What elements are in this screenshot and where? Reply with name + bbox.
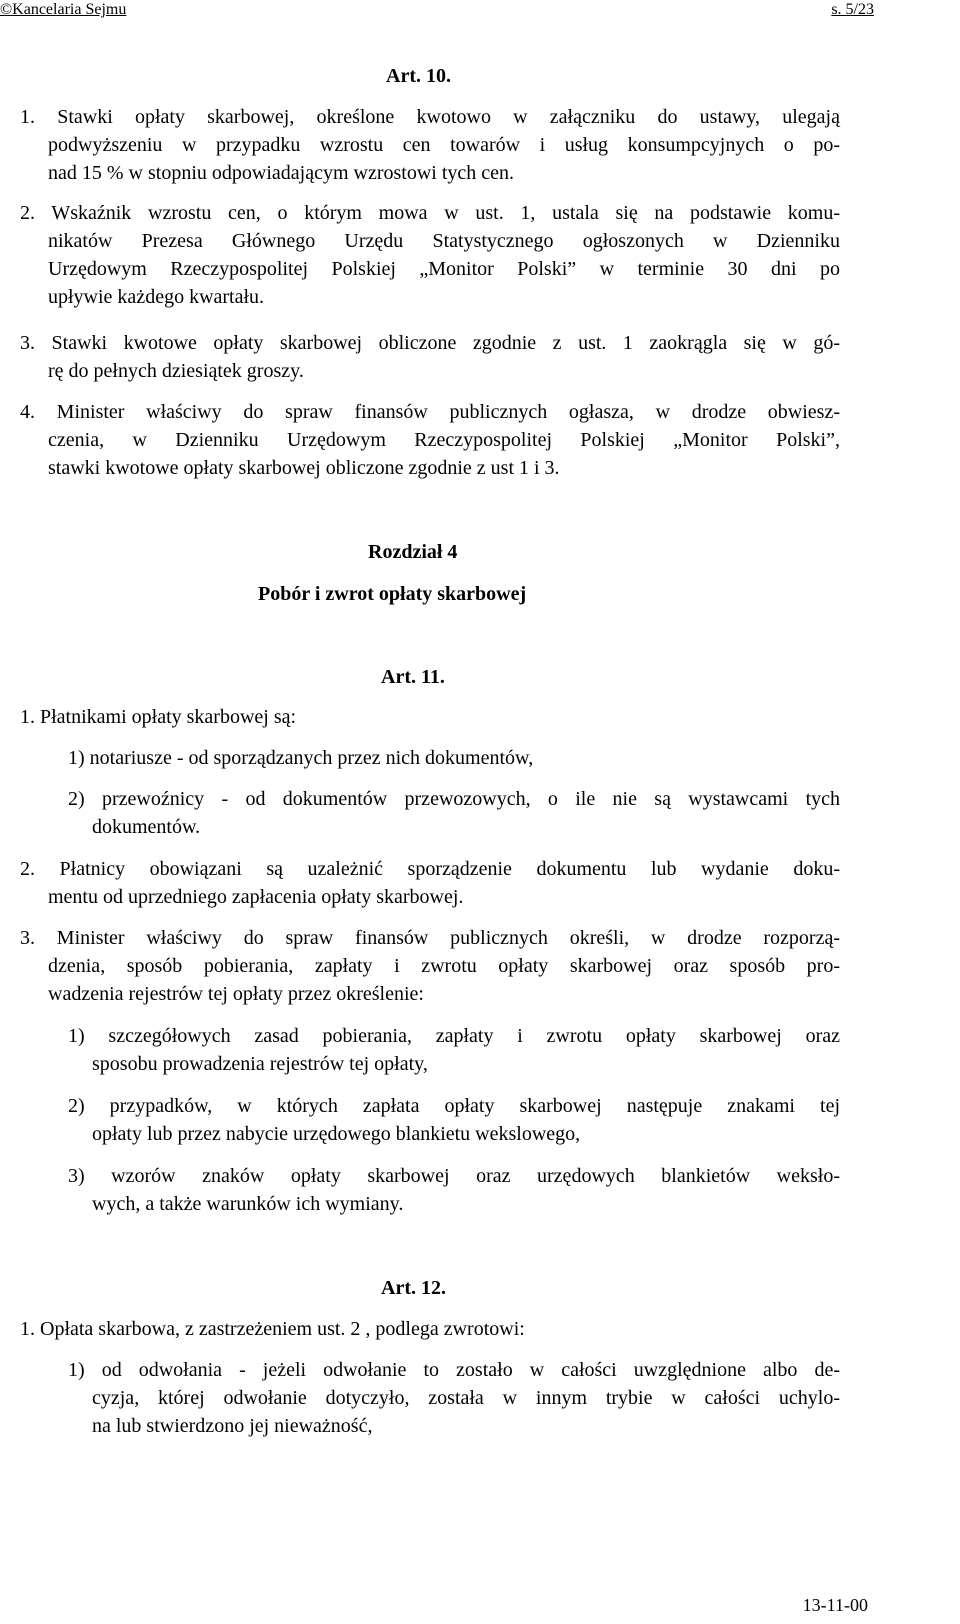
paragraph-line: czenia, w Dzienniku Urzędowym Rzeczypospolitej Polskiej „Monitor Polski”, — [48, 429, 840, 451]
article-title: Art. 10. — [386, 65, 451, 87]
page-header — [0, 0, 960, 22]
paragraph-line: 3. Stawki kwotowe opłaty skarbowej obliczone zgodnie z ust. 1 zaokrągla się w gó- — [20, 332, 840, 354]
list-item: 3) wzorów znaków opłaty skarbowej oraz urzędowych blankietów weksło- — [68, 1165, 840, 1187]
paragraph-line: 1. Stawki opłaty skarbowej, określone kwotowo w załączniku do ustawy, ulegają — [20, 106, 840, 128]
copyright-link[interactable]: ©Kancelaria Sejmu — [0, 1, 127, 18]
list-item: 2) przypadków, w których zapłata opłaty skarbowej następuje znakami tej — [68, 1095, 840, 1117]
footer-date: 13-11-00 — [802, 1595, 868, 1615]
paragraph-line: dzenia, sposób pobierania, zapłaty i zwrotu opłaty skarbowej oraz sposób pro- — [48, 955, 840, 977]
paragraph-line: 1. Płatnikami opłaty skarbowej są: — [20, 706, 297, 728]
paragraph-line: 4. Minister właściwy do spraw finansów publicznych ogłasza, w drodze obwiesz- — [20, 401, 840, 423]
paragraph-line: nikatów Prezesa Głównego Urzędu Statystycznego ogłoszonych w Dzienniku — [48, 230, 840, 252]
list-item: dokumentów. — [92, 816, 201, 838]
paragraph-line: rę do pełnych dziesiątek groszy. — [48, 360, 304, 382]
paragraph-line: 3. Minister właściwy do spraw finansów publicznych określi, w drodze rozporzą- — [20, 927, 840, 949]
page-number-link[interactable]: s. 5/23 — [831, 1, 874, 18]
paragraph-line: nad 15 % w stopniu odpowiadającym wzrostowi tych cen. — [48, 162, 515, 184]
paragraph-line: mentu od uprzedniego zapłacenia opłaty skarbowej. — [48, 886, 464, 908]
list-item: sposobu prowadzenia rejestrów tej opłaty, — [92, 1053, 428, 1075]
article-title: Art. 11. — [381, 666, 445, 688]
list-item: 1) szczegółowych zasad pobierania, zapłaty i zwrotu opłaty skarbowej oraz — [68, 1025, 840, 1047]
list-item: 2) przewoźnicy - od dokumentów przewozowych, o ile nie są wystawcami tych — [68, 788, 840, 810]
paragraph-line: stawki kwotowe opłaty skarbowej obliczone zgodnie z ust 1 i 3. — [48, 457, 560, 479]
paragraph-line: 2. Wskaźnik wzrostu cen, o którym mowa w ust. 1, ustala się na podstawie komu- — [20, 202, 840, 224]
list-item: wych, a także warunków ich wymiany. — [92, 1193, 404, 1215]
list-item: na lub stwierdzono jej nieważność, — [92, 1415, 373, 1437]
chapter-title: Pobór i zwrot opłaty skarbowej — [258, 583, 527, 605]
list-item: 1) od odwołania - jeżeli odwołanie to zostało w całości uwzględnione albo de- — [68, 1359, 840, 1381]
list-item: cyzja, której odwołanie dotyczyło, została w innym trybie w całości uchylo- — [92, 1387, 840, 1409]
paragraph-line: 1. Opłata skarbowa, z zastrzeżeniem ust. 2 , podlega zwrotowi: — [20, 1318, 525, 1340]
paragraph-line: Urzędowym Rzeczypospolitej Polskiej „Monitor Polski” w terminie 30 dni po — [48, 258, 840, 280]
article-title: Art. 12. — [381, 1277, 446, 1299]
paragraph-line: podwyższeniu w przypadku wzrostu cen towarów i usług konsumpcyjnych o po- — [48, 134, 840, 156]
chapter-number: Rozdział 4 — [368, 541, 458, 563]
paragraph-line: upływie każdego kwartału. — [48, 286, 265, 308]
paragraph-line: 2. Płatnicy obowiązani są uzależnić sporządzenie dokumentu lub wydanie doku- — [20, 858, 840, 880]
list-item: opłaty lub przez nabycie urzędowego blankietu wekslowego, — [92, 1123, 581, 1145]
paragraph-line: wadzenia rejestrów tej opłaty przez określenie: — [48, 983, 424, 1005]
list-item: 1) notariusze - od sporządzanych przez nich dokumentów, — [68, 747, 534, 769]
